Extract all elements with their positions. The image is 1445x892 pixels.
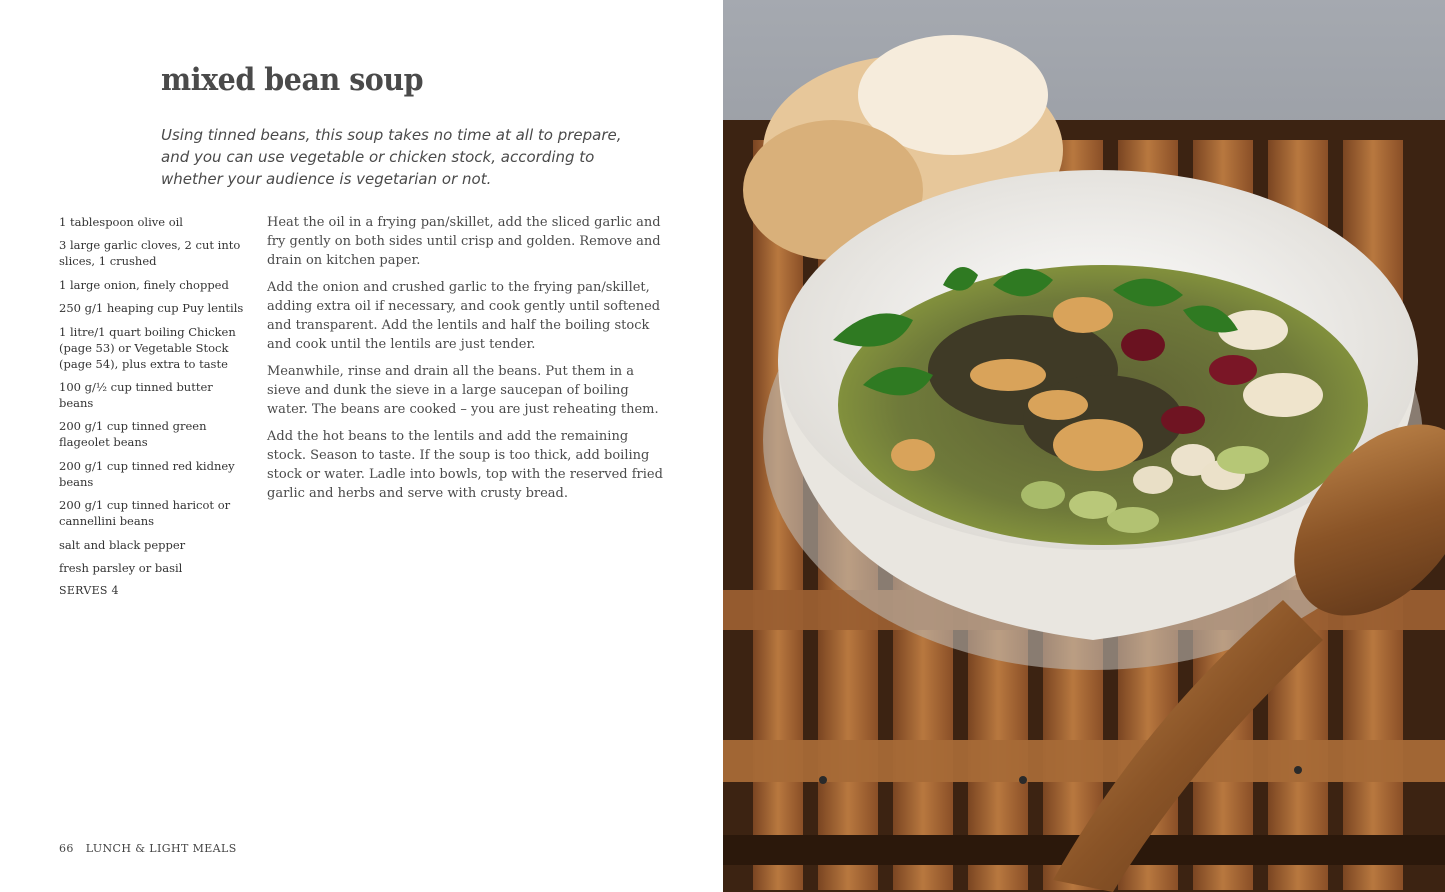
ingredient-item: 1 large onion, finely chopped — [59, 277, 229, 292]
method-step: Heat the oil in a frying pan/skillet, add the sliced garlic and fry gently on both sides until crisp and golden. Remove and drain on kitchen paper. — [267, 215, 661, 268]
recipe-page — [0, 0, 722, 892]
method-step: Add the hot beans to the lentils and add the remaining stock. Season to taste. If the soup is too thick, add boiling stock or water. Ladle into bowls, top with the reserved fried garlic and herbs and serve with crusty bread. — [267, 429, 663, 501]
recipe-photo — [723, 0, 1445, 892]
method-step: Meanwhile, rinse and drain all the beans. Put them in a sieve and dunk the sieve in a large saucepan of boiling water. The beans are cooked – you are just reheating them. — [267, 364, 659, 417]
ingredient-item: fresh parsley or basil — [59, 560, 183, 575]
ingredients-list — [59, 214, 244, 607]
recipe-intro: Using tinned beans, this soup takes no time at all to prepare, and you can use vegetable or chicken stock, according to whether your audience is vegetarian or not. — [161, 126, 622, 188]
ingredient-item: salt and black pepper — [59, 537, 186, 552]
page-footer — [59, 842, 237, 855]
ingredient-item: 1 tablespoon olive oil — [59, 215, 183, 229]
section-name: LUNCH & LIGHT MEALS — [85, 842, 237, 855]
method-step: Add the onion and crushed garlic to the frying pan/skillet, adding extra oil if necessary, and cook gently until softened and transparent. Add the lentils and half the boiling stock and cook until the lentils are just tender. — [267, 280, 661, 352]
ingredient-item: 3 large garlic cloves, 2 cut into slices, 1 crushed — [59, 238, 241, 269]
ingredient-item: 1 litre/1 quart boiling Chicken (page 53) or Vegetable Stock (page 54), plus extra to taste — [59, 324, 236, 371]
ingredient-item: 200 g/1 cup tinned haricot or cannellini beans — [59, 498, 231, 529]
page-number: 66 — [59, 842, 74, 855]
ingredient-item: 250 g/1 heaping cup Puy lentils — [59, 301, 244, 316]
ingredient-item: 200 g/1 cup tinned green flageolet beans — [59, 419, 207, 450]
ingredient-item: 200 g/1 cup tinned red kidney beans — [59, 458, 235, 489]
soup-photo-illustration — [723, 0, 1445, 892]
ingredient-item: 100 g/½ cup tinned butter beans — [59, 379, 213, 410]
recipe-title: mixed bean soup — [161, 62, 424, 98]
method-steps — [267, 213, 667, 511]
serves-label: SERVES 4 — [59, 584, 119, 598]
